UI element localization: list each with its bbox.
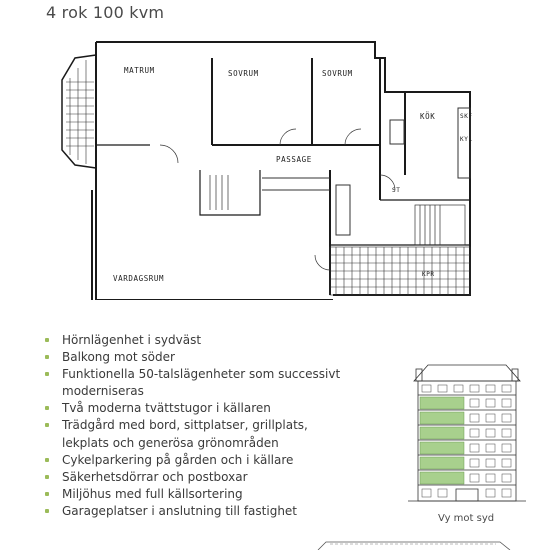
room-label-kyl: KYL: [460, 136, 473, 143]
room-label-st: ST: [392, 187, 401, 194]
feature-item: Trädgård med bord, sittplatser, grillplats, lekplats och generösa grönområden: [44, 417, 344, 451]
bullet-icon: [45, 355, 49, 359]
feature-item: Säkerhetsdörrar och postboxar: [44, 469, 344, 486]
room-label-skf: SKF: [460, 113, 473, 120]
bullet-icon: [45, 406, 49, 410]
bullet-icon: [45, 423, 49, 427]
room-label-kok: KÖK: [420, 112, 436, 121]
bullet-icon: [45, 509, 49, 513]
feature-item: Miljöhus med full källsortering: [44, 486, 344, 503]
room-label-kpr: KPR: [422, 271, 435, 278]
feature-item: Funktionella 50-talslägenheter som successivt moderniseras: [44, 366, 344, 400]
bullet-icon: [45, 372, 49, 376]
feature-item: Hörnlägenhet i sydväst: [44, 332, 344, 349]
building-elevation: [408, 359, 526, 509]
bullet-icon: [45, 338, 49, 342]
feature-list: [44, 332, 344, 520]
room-label-vardagsrum: VARDAGSRUM: [113, 274, 165, 283]
room-label-sovrum-1: SOVRUM: [228, 69, 259, 78]
feature-item: Garageplatser i anslutning till fastighet: [44, 503, 344, 520]
bullet-icon: [45, 492, 49, 496]
feature-item: Två moderna tvättstugor i källaren: [44, 400, 344, 417]
room-label-passage: PASSAGE: [276, 155, 312, 164]
bottom-sketch: [300, 538, 520, 550]
feature-item: Balkong mot söder: [44, 349, 344, 366]
room-label-sovrum-2: SOVRUM: [322, 69, 353, 78]
bullet-icon: [45, 475, 49, 479]
room-label-matrum: MATRUM: [124, 66, 155, 75]
page-heading: 4 rok 100 kvm: [46, 3, 165, 22]
bullet-icon: [45, 458, 49, 462]
building-caption: Vy mot syd: [438, 513, 495, 524]
feature-item: Cykelparkering på gården och i källare: [44, 452, 344, 469]
